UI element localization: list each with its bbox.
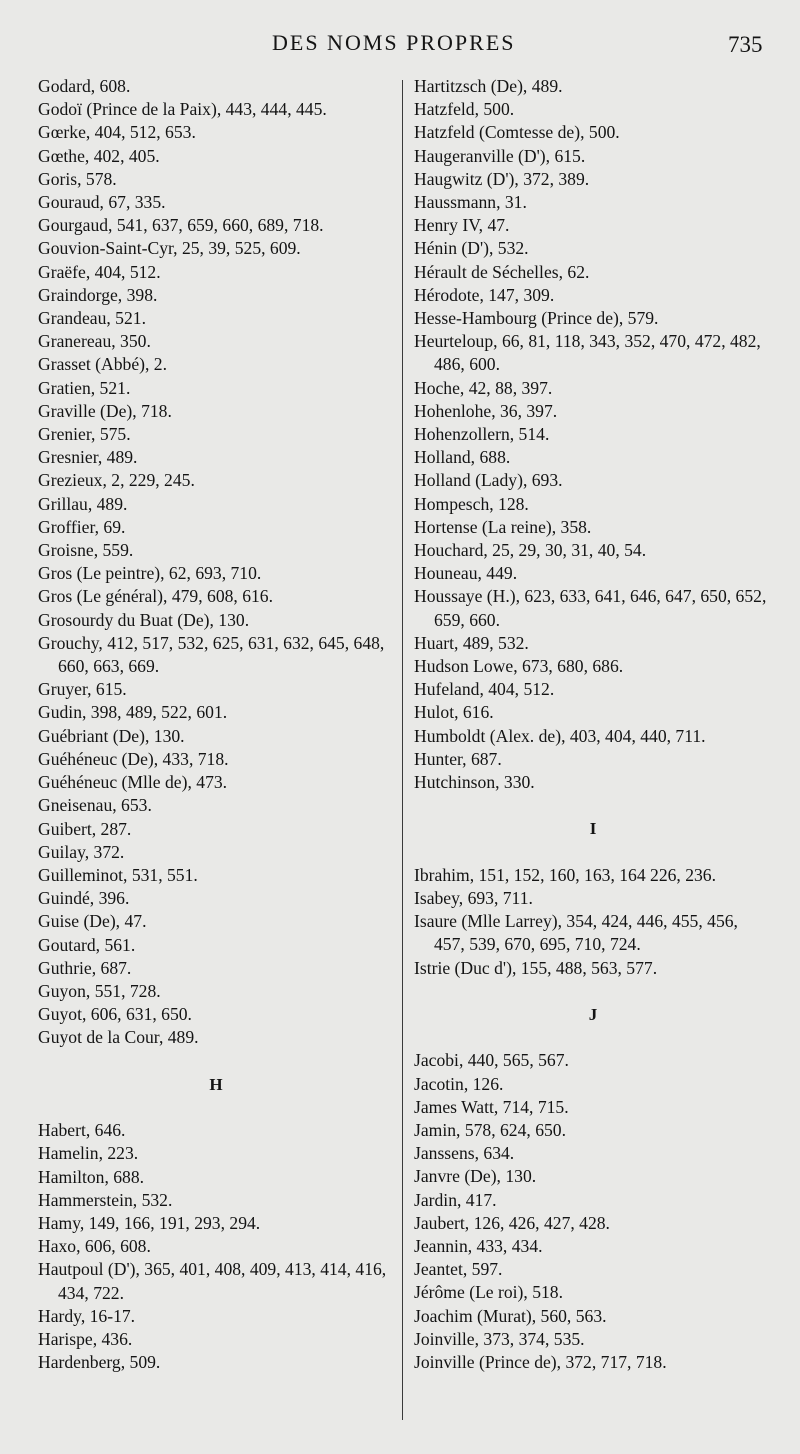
g-entries [38,75,394,1050]
index-entry: Hérault de Séchelles, 62. [414,261,590,282]
index-entry: Hatzfeld (Comtesse de), 500. [414,122,620,143]
column-divider [402,80,403,1420]
j-entries [414,1049,772,1374]
index-entry: Jacobi, 440, 565, 567. [414,1050,569,1071]
index-entry: Jamin, 578, 624, 650. [414,1120,566,1141]
index-entry: Hunter, 687. [414,748,502,769]
index-entry: Istrie (Duc d'), 155, 488, 563, 577. [414,957,658,978]
index-entry: Ibrahim, 151, 152, 160, 163, 164 226, 236. [414,864,717,885]
index-entry: Hompesch, 128. [414,493,529,514]
index-entry: Holland, 688. [414,447,511,468]
index-entry: Grouchy, 412, 517, 532, 625, 631, 632, 645, 648, 660, 663, 669. [38,632,385,677]
index-entry: Graindorge, 398. [38,284,158,305]
index-entry: Grillau, 489. [38,493,128,514]
index-entry: Gœrke, 404, 512, 653. [38,122,196,143]
index-entry: Henry IV, 47. [414,215,510,236]
index-entry: Guibert, 287. [38,818,132,839]
index-entry: Godard, 608. [38,76,131,96]
index-entry: Hufeland, 404, 512. [414,679,555,700]
section-letter-i: I [589,819,597,839]
index-entry: Heurteloup, 66, 81, 118, 343, 352, 470, 472, 482, 486, 600. [414,331,761,375]
index-entry: Jeantet, 597. [414,1259,503,1280]
index-entry: Guyot, 606, 631, 650. [38,1004,192,1025]
index-entry: Isabey, 693, 711. [414,888,533,909]
index-entry: Hohenlohe, 36, 397. [414,400,558,421]
index-entry: Hénin (D'), 532. [414,238,529,259]
index-entry: Gruyer, 615. [38,679,127,700]
index-entry: Grezieux, 2, 229, 245. [38,470,195,491]
index-entry: Guyot de la Cour, 489. [38,1027,199,1048]
index-entry: Haugeranville (D'), 615. [414,145,586,166]
index-entry: Hatzfeld, 500. [414,99,515,120]
index-entry: Joachim (Murat), 560, 563. [414,1305,607,1326]
index-entry: Jacotin, 126. [414,1073,504,1094]
index-entry: Gros (Le peintre), 62, 693, 710. [38,563,262,584]
index-entry: Guise (De), 47. [38,911,147,932]
index-entry: Groisne, 559. [38,540,134,561]
index-entry: Jérôme (Le roi), 518. [414,1282,564,1303]
index-entry: Groffier, 69. [38,516,126,537]
index-entry: Hoche, 42, 88, 397. [414,377,553,398]
index-entry: Hardy, 16-17. [38,1305,136,1326]
index-entry: Gneisenau, 653. [38,795,152,816]
index-entry: Gudin, 398, 489, 522, 601. [38,702,228,723]
index-entry: Janssens, 634. [414,1143,515,1164]
index-entry: Huart, 489, 532. [414,632,529,653]
index-entry: Habert, 646. [38,1120,126,1141]
index-entry: Godoï (Prince de la Paix), 443, 444, 445. [38,99,327,120]
index-entry: Hamelin, 223. [38,1143,139,1164]
index-entry: Grenier, 575. [38,424,131,445]
index-entry: Holland (Lady), 693. [414,470,563,491]
index-entry: Goris, 578. [38,168,117,189]
index-entry: Guilleminot, 531, 551. [38,864,198,885]
index-entry: Guébriant (De), 130. [38,725,185,746]
index-entry: Joinville, 373, 374, 535. [414,1328,585,1349]
index-entry: Gratien, 521. [38,377,131,398]
index-entry: Hamilton, 688. [38,1166,145,1187]
index-entry: Guyon, 551, 728. [38,980,161,1001]
section-letter-h: H [209,1074,223,1094]
index-entry: Harispe, 436. [38,1328,133,1349]
index-entry: Humboldt (Alex. de), 403, 404, 440, 711. [414,725,706,746]
index-entry: Gros (Le général), 479, 608, 616. [38,586,274,607]
index-entry: Hartitzsch (De), 489. [414,76,563,96]
index-entry: Gouraud, 67, 335. [38,192,166,213]
index-entry: Guéhéneuc (De), 433, 718. [38,748,229,769]
index-entry: Houssaye (H.), 623, 633, 641, 646, 647, 650, 652, 659, 660. [414,586,767,630]
index-entry: Hautpoul (D'), 365, 401, 408, 409, 413, 414, 416, 434, 722. [38,1259,387,1303]
index-entry: Goutard, 561. [38,934,136,955]
index-entry: Haussmann, 31. [414,192,527,213]
index-entry: Guéhéneuc (Mlle de), 473. [38,772,228,793]
index-entry: Isaure (Mlle Larrey), 354, 424, 446, 455, 456, 457, 539, 670, 695, 710, 724. [414,911,738,955]
index-entry: Janvre (De), 130. [414,1166,537,1187]
index-entry: Haxo, 606, 608. [38,1236,151,1257]
index-entry: Jeannin, 433, 434. [414,1236,543,1257]
index-entry: Gourgaud, 541, 637, 659, 660, 689, 718. [38,215,324,236]
index-entry: Guthrie, 687. [38,957,132,978]
index-entry: Guindé, 396. [38,888,130,909]
index-entry: Gouvion-Saint-Cyr, 25, 39, 525, 609. [38,238,301,259]
index-entry: Graville (De), 718. [38,400,172,421]
index-entry: Grosourdy du Buat (De), 130. [38,609,250,630]
index-entry: Houneau, 449. [414,563,518,584]
index-entry: Houchard, 25, 29, 30, 31, 40, 54. [414,540,647,561]
h-entries-right [414,75,772,794]
index-entry: Hulot, 616. [414,702,494,723]
index-entry: Jaubert, 126, 426, 427, 428. [414,1212,610,1233]
page-header [0,30,800,62]
running-head: DES NOMS PROPRES [272,30,516,55]
index-entry: Guilay, 372. [38,841,125,862]
index-entry: Hohenzollern, 514. [414,424,550,445]
page-number: 735 [728,32,763,57]
index-entry: Hudson Lowe, 673, 680, 686. [414,656,624,677]
index-entry: Haugwitz (D'), 372, 389. [414,168,590,189]
index-entry: Hérodote, 147, 309. [414,284,555,305]
index-entry: Grasset (Abbé), 2. [38,354,167,375]
index-entry: Hardenberg, 509. [38,1352,161,1373]
right-column [414,75,772,1374]
index-entry: Hutchinson, 330. [414,772,535,793]
index-entry: Grandeau, 521. [38,308,146,329]
index-entry: Gresnier, 489. [38,447,138,468]
index-entry: Jardin, 417. [414,1189,497,1210]
index-entry: Hortense (La reine), 358. [414,516,592,537]
index-entry: Hamy, 149, 166, 191, 293, 294. [38,1212,261,1233]
section-letter-j: J [588,1005,598,1025]
index-entry: Hammerstein, 532. [38,1189,173,1210]
left-column [38,75,394,1374]
index-entry: Granereau, 350. [38,331,151,352]
h-entries-left [38,1119,394,1374]
index-entry: James Watt, 714, 715. [414,1096,569,1117]
index-entry: Joinville (Prince de), 372, 717, 718. [414,1352,667,1373]
index-entry: Graëfe, 404, 512. [38,261,161,282]
index-entry: Gœthe, 402, 405. [38,145,160,166]
i-entries [414,864,772,980]
index-entry: Hesse-Hambourg (Prince de), 579. [414,308,659,329]
